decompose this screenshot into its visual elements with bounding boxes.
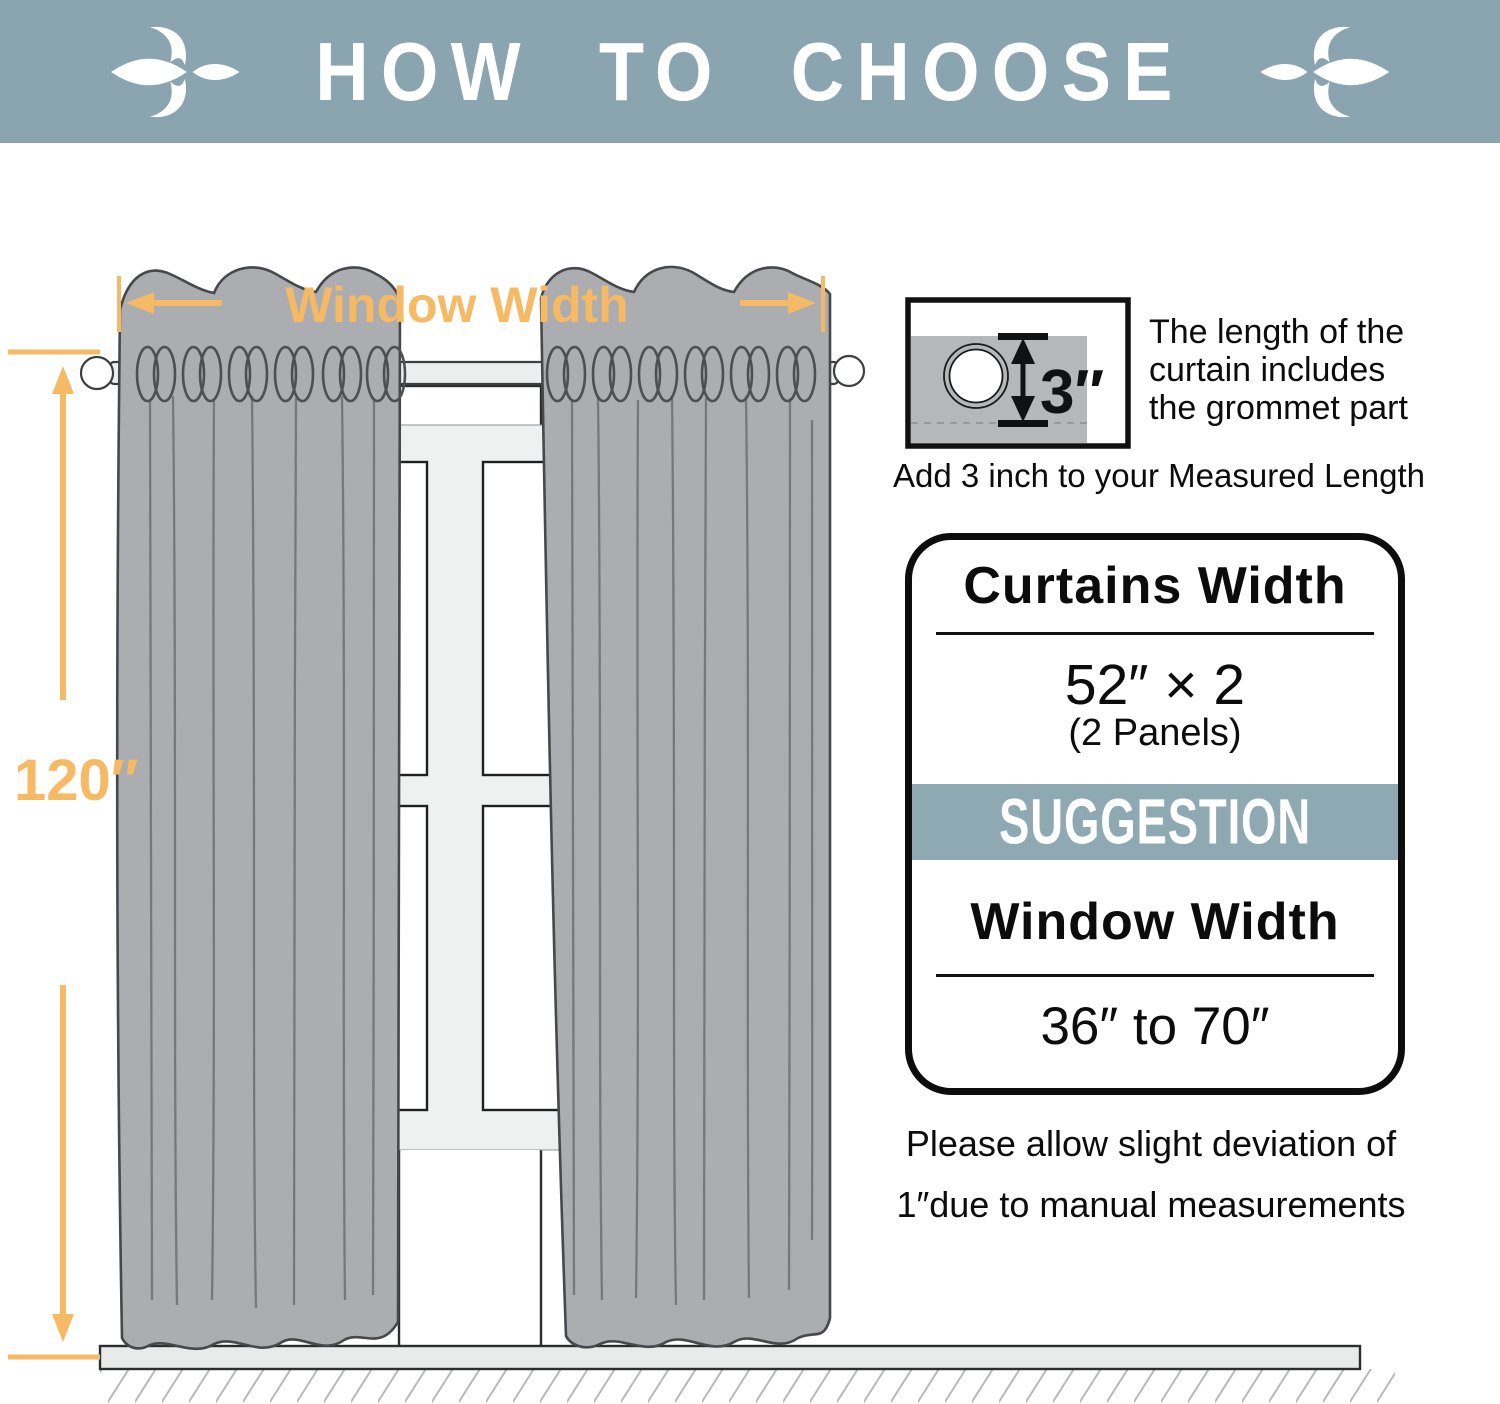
curtain-panel-right (541, 267, 830, 1347)
grommet-ring-inner (950, 350, 1003, 403)
curtain-length-label: 120″ (14, 748, 139, 813)
deviation-note (878, 1113, 1424, 1235)
suggestion-band (912, 784, 1398, 860)
divider (936, 974, 1374, 977)
grommet-size-label: 3″ (1040, 358, 1105, 427)
deviation-note-line: Please allow slight deviation of (905, 1123, 1397, 1164)
grommet-note-line: curtain includes (1149, 351, 1386, 389)
grommet-size-diagram (908, 300, 1128, 446)
curtain-panel-left (117, 267, 400, 1348)
grommet-note-line: The length of the (1149, 313, 1405, 351)
floor (100, 1346, 1395, 1403)
grommet-note-line: the grommet part (1149, 389, 1408, 427)
deviation-note-line: 1″due to manual measurements (896, 1184, 1406, 1225)
panels-note: (2 Panels) (1068, 712, 1242, 754)
curtains-width-value: 52″ × 2 (1064, 653, 1246, 717)
grommet-note (1149, 313, 1408, 427)
window-width-value: 36″ to 70″ (1040, 997, 1270, 1056)
rod-finial-right (834, 356, 864, 386)
suggestion-box (905, 533, 1405, 1095)
window-width-title: Window Width (970, 893, 1340, 951)
curtains-width-title: Curtains Width (963, 557, 1347, 615)
window-width-label: Window Width (285, 277, 629, 333)
suggestion-label: SUGGESTION (998, 786, 1312, 858)
rod-finial-left (81, 357, 113, 389)
add-length-note: Add 3 inch to your Measured Length (893, 457, 1426, 494)
page-title: HOW TO CHOOSE (315, 25, 1185, 118)
divider (936, 632, 1374, 635)
